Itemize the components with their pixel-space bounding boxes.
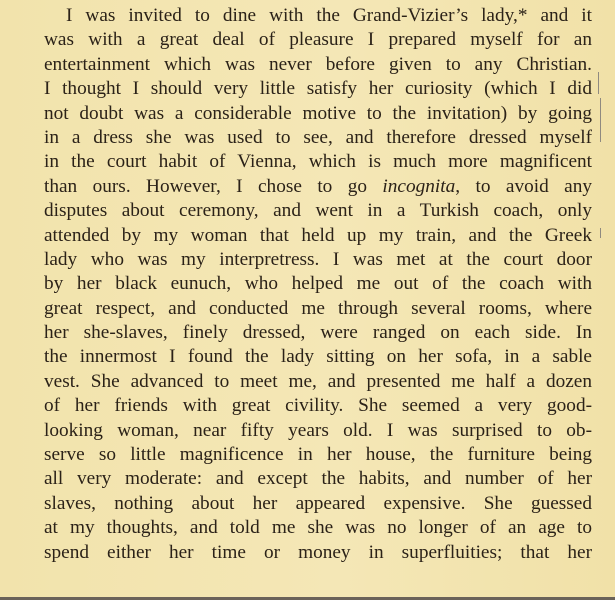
text-line: I was invited to dine with the Grand-Vizier’s lady,* and it	[66, 5, 592, 26]
text-line: entertainment which was never before given to any Christian.	[44, 53, 592, 75]
text-line: all very moderate: and except the habits, and number of her	[44, 468, 592, 490]
margin-mark	[600, 228, 601, 238]
text-line: in a dress she was used to see, and therefore dressed myself	[44, 126, 592, 148]
text-line: spend either her time or money in superfluities; that her	[44, 541, 592, 563]
body-text	[44, 4, 592, 565]
italic-word: incognita	[382, 175, 456, 197]
text-line: slaves, nothing about her appeared expensive. She guessed	[44, 492, 592, 514]
margin-mark	[598, 72, 599, 94]
text-line: serve so little magnificence in her house, the furniture being	[44, 444, 592, 466]
text-line: great respect, and conducted me through several rooms, where	[44, 297, 592, 319]
text-line: her she-slaves, finely dressed, were ranged on each side. In	[44, 322, 592, 344]
text-line: by her black eunuch, who helped me out of the coach with	[44, 273, 592, 295]
text-line: of her friends with great civility. She seemed a very good-	[44, 395, 592, 417]
text-line: lady who was my interpretress. I was met at the court door	[44, 248, 592, 270]
text-line: attended by my woman that held up my train, and the Greek	[44, 224, 592, 246]
text-line: the innermost I found the lady sitting on her sofa, in a sable	[44, 346, 592, 368]
text-line: looking woman, near fifty years old. I was surprised to ob-	[44, 419, 592, 441]
text-line: I thought I should very little satisfy her curiosity (which I did	[44, 78, 592, 100]
text-line: in the court habit of Vienna, which is much more magnificent	[44, 151, 592, 173]
text-line-with-italic	[44, 175, 592, 199]
text-segment: than ours. However, I chose to go	[44, 175, 383, 197]
text-line: vest. She advanced to meet me, and presented me half a dozen	[44, 370, 592, 392]
text-line: was with a great deal of pleasure I prepared myself for an	[44, 29, 592, 51]
text-line: at my thoughts, and told me she was no longer of an age to	[44, 517, 592, 539]
text-line: not doubt was a considerable motive to the invitation) by going	[44, 102, 592, 124]
text-line: disputes about ceremony, and went in a Turkish coach, only	[44, 200, 592, 222]
text-segment: , to avoid any	[455, 175, 592, 197]
margin-mark	[600, 98, 601, 142]
